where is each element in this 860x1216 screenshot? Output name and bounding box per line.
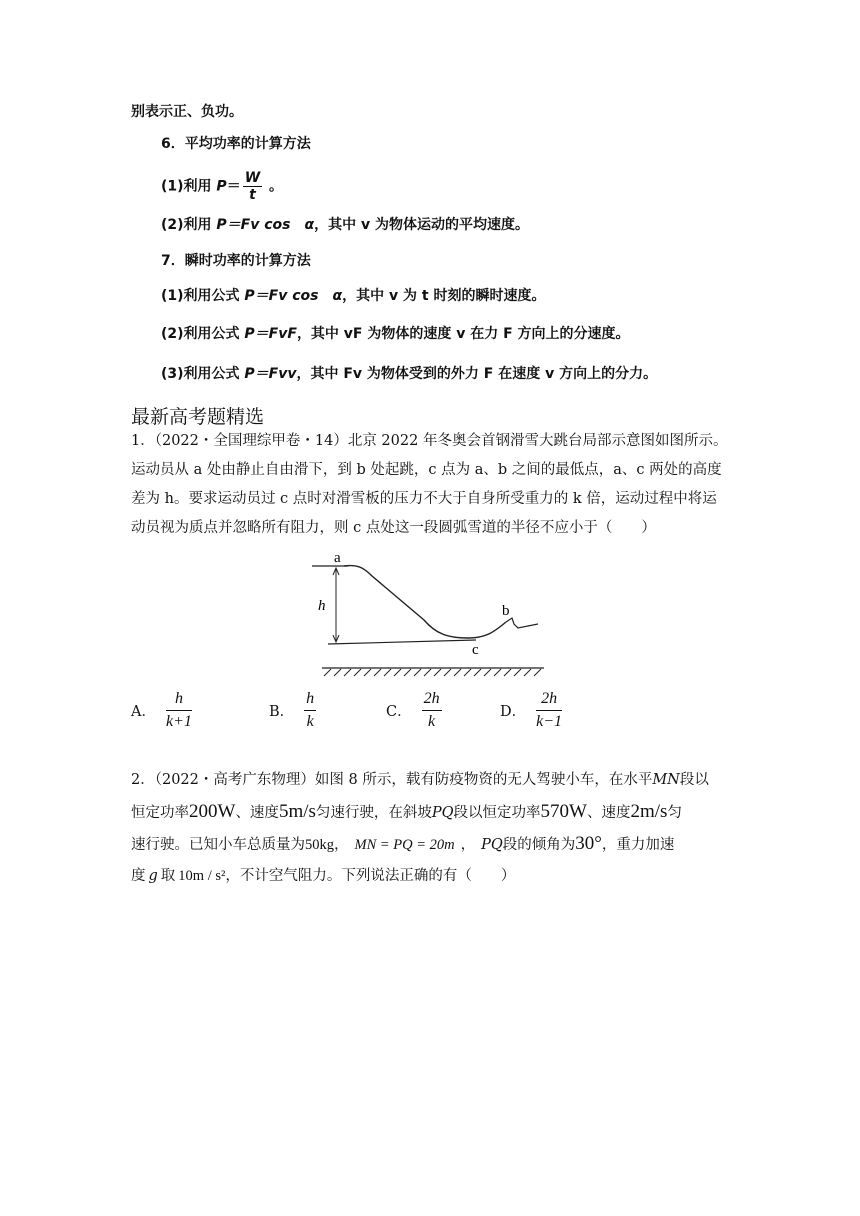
- item-6-1-pre: (1)利用: [161, 178, 212, 195]
- q2-l2-e: 匀速行驶，在斜坡: [315, 805, 432, 821]
- label-h: h: [318, 598, 326, 614]
- ski-slope-curve: [344, 565, 506, 638]
- item-7-1-post: ，其中 v 为 t 时刻的瞬时速度。: [342, 288, 546, 304]
- fraction-denominator: t: [249, 187, 256, 203]
- item-6-2-post: ，其中 v 为物体运动的平均速度。: [314, 217, 529, 233]
- option-d-label: D．: [500, 704, 527, 720]
- label-b: b: [502, 603, 510, 619]
- option-c-label: C．: [386, 704, 412, 720]
- q2-l3-angle: 30°: [575, 833, 602, 854]
- q2-l4-accel: 10m / s²: [178, 868, 226, 884]
- item-6-1-eq: ＝: [226, 178, 241, 195]
- continuation-line: 别表示正、负功。: [131, 104, 243, 120]
- item-7-title: 7．瞬时功率的计算方法: [161, 253, 311, 269]
- ground-hatching: [324, 669, 541, 676]
- q2-l3-mass: 50kg: [305, 837, 334, 853]
- option-c-den: k: [428, 713, 436, 730]
- option-a-label: A．: [131, 704, 156, 720]
- option-d[interactable]: [500, 688, 564, 733]
- option-c-fraction: [422, 688, 442, 733]
- ski-jump-figure: [308, 548, 548, 682]
- q2-l2-speed2: 2m/s: [630, 801, 668, 822]
- option-a-den: k+1: [165, 713, 192, 730]
- takeoff-ramp: [506, 618, 538, 628]
- option-c[interactable]: [386, 688, 444, 733]
- option-d-den: k−1: [536, 713, 563, 730]
- item-6-2-formula: P＝Fv cos α: [216, 217, 315, 233]
- q2-l2-speed1: 5m/s: [278, 801, 316, 822]
- item-6-1-fraction: [243, 170, 262, 203]
- q2-l2-i: 、速度: [586, 805, 631, 821]
- item-7-1: [161, 286, 545, 306]
- option-b-label: B．: [269, 704, 295, 720]
- item-6-1: [161, 170, 283, 203]
- q2-l4-a: 度: [131, 868, 146, 884]
- item-6-2: [161, 215, 529, 235]
- q2-l2-g: 段以恒定功率: [453, 805, 541, 821]
- q2-line-4: [131, 866, 515, 886]
- q2-l1-text: 2．（2022・高考广东物理）如图 8 所示，载有防疫物资的无人驾驶小车，在水平: [131, 772, 653, 788]
- q2-l3-g: 段的倾角为: [502, 837, 576, 853]
- bottom-level-line: [328, 640, 476, 644]
- q2-line-1: [131, 770, 709, 790]
- item-6-title: 6．平均功率的计算方法: [161, 136, 311, 152]
- q2-l1-end: 段以: [679, 772, 709, 788]
- q2-l3-PQ: PQ: [481, 837, 503, 853]
- q1-line-3: 差为 h。要求运动员过 c 点时对滑雪板的压力不大于自身所受重力的 k 倍，运动过程中将运: [131, 491, 717, 507]
- q2-line-2: [131, 802, 682, 823]
- item-7-3: [161, 364, 657, 384]
- item-6-1-post: 。: [269, 178, 284, 195]
- q1-line-1: 1．（2022・全国理综甲卷・14）北京 2022 年冬奥会首钢滑雪大跳台局部示意图如图所示。: [131, 433, 728, 449]
- q2-l3-e: ，: [460, 837, 476, 853]
- option-b-fraction: [304, 688, 316, 733]
- option-b-den: k: [306, 713, 314, 730]
- option-a[interactable]: [131, 688, 194, 733]
- option-a-num: h: [166, 688, 192, 711]
- option-d-num: 2h: [536, 688, 562, 711]
- q2-l3-c: ，: [334, 837, 349, 853]
- label-a: a: [334, 550, 341, 566]
- item-7-3-pre: (3)利用公式: [161, 366, 240, 382]
- q2-l2-a: 恒定功率: [131, 805, 189, 821]
- item-7-2: [161, 324, 630, 344]
- q2-l4-e: ，不计空气阻力。下列说法正确的有（ ）: [225, 868, 516, 884]
- item-6-1-P: P: [216, 178, 227, 195]
- q2-l3-i: ，重力加速: [601, 837, 675, 853]
- option-a-fraction: [166, 688, 192, 733]
- q2-line-3: [131, 834, 674, 855]
- q2-l2-c: 、速度: [235, 805, 279, 821]
- option-b[interactable]: [269, 688, 318, 733]
- q2-l2-k: 匀: [667, 805, 682, 821]
- item-7-2-pre: (2)利用公式: [161, 326, 240, 342]
- q1-line-4: 动员视为质点并忽略所有阻力，则 c 点处这一段圆弧雪道的半径不应小于（ ）: [131, 520, 656, 536]
- q2-l2-PQ: PQ: [431, 805, 454, 821]
- item-7-1-formula: P＝Fv cos α: [244, 288, 343, 304]
- q1-line-2: 运动员从 a 处由静止自由滑下，到 b 处起跳，c 点为 a、b 之间的最低点，a、c 两处的高度: [131, 462, 722, 478]
- option-d-fraction: [536, 688, 562, 733]
- item-6-2-pre: (2)利用: [161, 217, 212, 233]
- item-7-3-post: ，其中 Fv 为物体受到的外力 F 在速度 v 方向上的分力。: [296, 366, 658, 382]
- q2-l3-equation: MN = PQ = 20m: [354, 837, 455, 853]
- q2-l4-c: 取: [160, 868, 176, 884]
- option-c-num: 2h: [422, 688, 442, 711]
- label-c: c: [472, 642, 479, 658]
- q2-l2-power1: 200W: [189, 801, 236, 822]
- item-7-3-formula: P＝Fvv: [244, 366, 297, 382]
- q2-l2-power2: 570W: [540, 801, 587, 822]
- item-7-2-formula: P＝FvF: [244, 326, 297, 342]
- fraction-numerator: W: [244, 170, 261, 186]
- q2-l3-a: 速行驶。已知小车总质量为: [131, 837, 305, 853]
- item-7-2-post: ，其中 vF 为物体的速度 v 在力 F 方向上的分速度。: [296, 326, 630, 342]
- section-heading: 最新高考题精选: [131, 406, 265, 428]
- q2-l4-g: g: [148, 868, 158, 884]
- q2-l1-MN: MN: [652, 772, 680, 788]
- item-7-1-pre: (1)利用公式: [161, 288, 240, 304]
- option-b-num: h: [304, 688, 316, 711]
